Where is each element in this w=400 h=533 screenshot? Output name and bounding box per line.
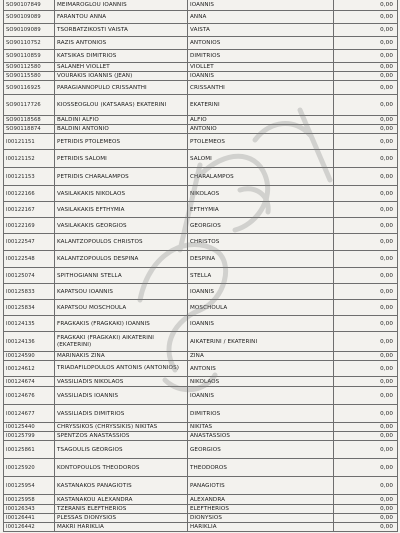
- record-id-cell: I00124674: [4, 377, 55, 387]
- amount-cell: 0,00: [334, 523, 398, 532]
- record-id-cell: I00124590: [4, 352, 55, 361]
- given-name-cell: VIOLLET: [188, 63, 334, 72]
- given-name-cell: EFTHYMIA: [188, 202, 334, 218]
- amount-cell: 0,00: [334, 251, 398, 268]
- table-row: [4, 332, 398, 352]
- record-id-cell: I00124135: [4, 316, 55, 332]
- amount-cell: 0,00: [334, 361, 398, 377]
- name-cell: TSAGOULIS GEORGIOS: [55, 441, 188, 459]
- given-name-cell: SALOMI: [188, 150, 334, 168]
- name-cell: MAKRI HARIKLIA: [55, 523, 188, 532]
- record-id-cell: I00124676: [4, 387, 55, 405]
- name-cell: TSORBATZIKOSTI VAISTA: [55, 24, 188, 37]
- given-name-cell: MOSCHOULA: [188, 300, 334, 316]
- record-id-cell: I00122167: [4, 202, 55, 218]
- record-id-cell: I00122548: [4, 251, 55, 268]
- amount-cell: 0,00: [334, 332, 398, 352]
- table-row: [4, 125, 398, 134]
- table-row: [4, 24, 398, 37]
- name-cell: TZERANIS ELEFTHERIOS: [55, 505, 188, 514]
- amount-cell: 0,00: [334, 459, 398, 477]
- name-cell: MARINAKIS ZINA: [55, 352, 188, 361]
- given-name-cell: ANNA: [188, 11, 334, 24]
- name-cell: KAPATSOU MOSCHOULA: [55, 300, 188, 316]
- amount-cell: 0,00: [334, 150, 398, 168]
- given-name-cell: ANASTASSIOS: [188, 432, 334, 441]
- table-row: [4, 186, 398, 202]
- amount-cell: 0,00: [334, 24, 398, 37]
- name-cell: KASTANAKOS PANAGIOTIS: [55, 477, 188, 495]
- record-id-cell: I00125833: [4, 284, 55, 300]
- amount-cell: 0,00: [334, 284, 398, 300]
- name-cell: FARANTOU ANNA: [55, 11, 188, 24]
- amount-cell: 0,00: [334, 37, 398, 50]
- name-cell: VASSILIADIS NIKOLAOS: [55, 377, 188, 387]
- record-id-cell: I00125954: [4, 477, 55, 495]
- given-name-cell: CHRISTOS: [188, 234, 334, 251]
- record-id-cell: SO90118874: [4, 125, 55, 134]
- table-row: [4, 352, 398, 361]
- table-row: [4, 505, 398, 514]
- given-name-cell: NIKITAS: [188, 423, 334, 432]
- table-row: [4, 218, 398, 234]
- table-row: [4, 387, 398, 405]
- record-id-cell: SO90115580: [4, 72, 55, 81]
- amount-cell: 0,00: [334, 134, 398, 150]
- given-name-cell: ALEXANDRA: [188, 495, 334, 505]
- given-name-cell: IOANNIS: [188, 284, 334, 300]
- table-row: [4, 377, 398, 387]
- name-cell: KAPATSOU IOANNIS: [55, 284, 188, 300]
- record-id-cell: I00125074: [4, 268, 55, 284]
- amount-cell: 0,00: [334, 505, 398, 514]
- table-row: [4, 150, 398, 168]
- amount-cell: 0,00: [334, 63, 398, 72]
- given-name-cell: DIMITRIOS: [188, 405, 334, 423]
- record-id-cell: I00126343: [4, 505, 55, 514]
- given-name-cell: STELLA: [188, 268, 334, 284]
- given-name-cell: ALFIO: [188, 116, 334, 125]
- amount-cell: 0,00: [334, 495, 398, 505]
- given-name-cell: PTOLEMEOS: [188, 134, 334, 150]
- given-name-cell: HARIKLIA: [188, 523, 334, 532]
- name-cell: CHRYSSIKOS (CHRYSSIKIS) NIKITAS: [55, 423, 188, 432]
- record-id-cell: SO90118568: [4, 116, 55, 125]
- name-cell: TRIADAFILOPOULOS ANTONIS (ANTONIOS): [55, 361, 188, 377]
- amount-cell: 0,00: [334, 0, 398, 11]
- amount-cell: 0,00: [334, 387, 398, 405]
- table-row: [4, 168, 398, 186]
- name-cell: PETRIDIS CHARALAMPOS: [55, 168, 188, 186]
- record-id-cell: I00121151: [4, 134, 55, 150]
- record-id-cell: I00121152: [4, 150, 55, 168]
- amount-cell: 0,00: [334, 300, 398, 316]
- name-cell: FRAGKAKI (FRAGKAKI) AIKATERINI (EKATERINI): [55, 332, 188, 352]
- given-name-cell: NIKOLAOS: [188, 186, 334, 202]
- table-row: [4, 37, 398, 50]
- name-cell: FRAGKAKIS (FRAGKAKI) IOANNIS: [55, 316, 188, 332]
- amount-cell: 0,00: [334, 116, 398, 125]
- name-cell: KIOSSEOGLOU (KATSARAS) EKATERINI: [55, 95, 188, 116]
- amount-cell: 0,00: [334, 95, 398, 116]
- table-row: [4, 63, 398, 72]
- records-table: [3, 0, 398, 532]
- record-id-cell: SO90107849: [4, 0, 55, 11]
- name-cell: RAZIS ANTONIOS: [55, 37, 188, 50]
- amount-cell: 0,00: [334, 218, 398, 234]
- table-row: [4, 316, 398, 332]
- table-row: [4, 0, 398, 11]
- given-name-cell: GEORGIOS: [188, 441, 334, 459]
- table-row: [4, 477, 398, 495]
- records-table-body: [4, 0, 398, 532]
- name-cell: VASSILIADIS DIMITRIOS: [55, 405, 188, 423]
- table-row: [4, 72, 398, 81]
- record-id-cell: I00122166: [4, 186, 55, 202]
- table-row: [4, 134, 398, 150]
- amount-cell: 0,00: [334, 432, 398, 441]
- name-cell: KALANTZOPOULOS CHRISTOS: [55, 234, 188, 251]
- given-name-cell: CHARALAMPOS: [188, 168, 334, 186]
- table-row: [4, 202, 398, 218]
- given-name-cell: DESPINA: [188, 251, 334, 268]
- table-row: [4, 81, 398, 95]
- record-id-cell: SO90117726: [4, 95, 55, 116]
- record-id-cell: SO90109089: [4, 11, 55, 24]
- given-name-cell: NIKOLAOS: [188, 377, 334, 387]
- record-id-cell: I00125920: [4, 459, 55, 477]
- name-cell: KATSIKAS DIMITRIOS: [55, 50, 188, 63]
- given-name-cell: ANTONIOS: [188, 37, 334, 50]
- record-id-cell: I00125861: [4, 441, 55, 459]
- name-cell: VASILAKAKIS GEORGIOS: [55, 218, 188, 234]
- table-row: [4, 514, 398, 523]
- given-name-cell: DIONYSIOS: [188, 514, 334, 523]
- amount-cell: 0,00: [334, 81, 398, 95]
- amount-cell: 0,00: [334, 405, 398, 423]
- record-id-cell: SO90116925: [4, 81, 55, 95]
- given-name-cell: DIMITRIOS: [188, 50, 334, 63]
- amount-cell: 0,00: [334, 234, 398, 251]
- amount-cell: 0,00: [334, 514, 398, 523]
- table-row: [4, 300, 398, 316]
- table-row: [4, 459, 398, 477]
- record-id-cell: I00121153: [4, 168, 55, 186]
- record-id-cell: I00126441: [4, 514, 55, 523]
- table-row: [4, 361, 398, 377]
- given-name-cell: IOANNIS: [188, 0, 334, 11]
- record-id-cell: SO90110752: [4, 37, 55, 50]
- table-row: [4, 495, 398, 505]
- amount-cell: 0,00: [334, 50, 398, 63]
- amount-cell: 0,00: [334, 268, 398, 284]
- name-cell: PETRIDIS PTOLEMEOS: [55, 134, 188, 150]
- record-id-cell: I00125958: [4, 495, 55, 505]
- amount-cell: 0,00: [334, 377, 398, 387]
- given-name-cell: VAISTA: [188, 24, 334, 37]
- name-cell: SALANEH VIOLLET: [55, 63, 188, 72]
- record-id-cell: I00124677: [4, 405, 55, 423]
- name-cell: SPENTZOS ANASTASSIOS: [55, 432, 188, 441]
- name-cell: VOURAKIS IOANNIS (JEAN): [55, 72, 188, 81]
- table-row: [4, 234, 398, 251]
- record-id-cell: I00124136: [4, 332, 55, 352]
- name-cell: KONTOPOULOS THEODOROS: [55, 459, 188, 477]
- given-name-cell: PANAGIOTIS: [188, 477, 334, 495]
- amount-cell: 0,00: [334, 202, 398, 218]
- name-cell: KALANTZOPOULOS DESPINA: [55, 251, 188, 268]
- given-name-cell: THEODOROS: [188, 459, 334, 477]
- given-name-cell: EKATERINI: [188, 95, 334, 116]
- amount-cell: 0,00: [334, 352, 398, 361]
- name-cell: BALDINI ANTONIO: [55, 125, 188, 134]
- name-cell: PETRIDIS SALOMI: [55, 150, 188, 168]
- given-name-cell: ZINA: [188, 352, 334, 361]
- given-name-cell: IOANNIS: [188, 387, 334, 405]
- amount-cell: 0,00: [334, 72, 398, 81]
- record-id-cell: I00125799: [4, 432, 55, 441]
- amount-cell: 0,00: [334, 316, 398, 332]
- record-id-cell: I00126442: [4, 523, 55, 532]
- given-name-cell: ELEFTHERIOS: [188, 505, 334, 514]
- table-row: [4, 441, 398, 459]
- table-row: [4, 95, 398, 116]
- amount-cell: 0,00: [334, 11, 398, 24]
- record-id-cell: I00122169: [4, 218, 55, 234]
- given-name-cell: AIKATERINI / EKATERINI: [188, 332, 334, 352]
- name-cell: VASILAKAKIS NIKOLAOS: [55, 186, 188, 202]
- record-id-cell: I00122547: [4, 234, 55, 251]
- name-cell: PLESSAS DIONYSIOS: [55, 514, 188, 523]
- given-name-cell: ANTONIO: [188, 125, 334, 134]
- table-row: [4, 405, 398, 423]
- name-cell: BALDINI ALFIO: [55, 116, 188, 125]
- record-id-cell: I00124612: [4, 361, 55, 377]
- name-cell: MEIMAROGLOU IOANNIS: [55, 0, 188, 11]
- table-row: [4, 50, 398, 63]
- record-id-cell: I00125440: [4, 423, 55, 432]
- table-row: [4, 116, 398, 125]
- given-name-cell: GEORGIOS: [188, 218, 334, 234]
- amount-cell: 0,00: [334, 423, 398, 432]
- amount-cell: 0,00: [334, 441, 398, 459]
- record-id-cell: SO90110859: [4, 50, 55, 63]
- name-cell: VASILAKAKIS EFTHYMIA: [55, 202, 188, 218]
- table-row: [4, 11, 398, 24]
- name-cell: VASSILIADIS IOANNIS: [55, 387, 188, 405]
- table-row: [4, 523, 398, 532]
- amount-cell: 0,00: [334, 186, 398, 202]
- table-row: [4, 268, 398, 284]
- table-row: [4, 432, 398, 441]
- table-row: [4, 284, 398, 300]
- record-id-cell: I00125834: [4, 300, 55, 316]
- name-cell: KASTANAKOU ALEXANDRA: [55, 495, 188, 505]
- given-name-cell: ANTONIS: [188, 361, 334, 377]
- given-name-cell: CRISSANTHI: [188, 81, 334, 95]
- record-id-cell: SO90109089: [4, 24, 55, 37]
- given-name-cell: IOANNIS: [188, 72, 334, 81]
- amount-cell: 0,00: [334, 477, 398, 495]
- name-cell: PARAGIANNOPULO CRISSANTHI: [55, 81, 188, 95]
- given-name-cell: IOANNIS: [188, 316, 334, 332]
- amount-cell: 0,00: [334, 125, 398, 134]
- record-id-cell: SO90112580: [4, 63, 55, 72]
- table-row: [4, 423, 398, 432]
- name-cell: SPITHOGIANNI STELLA: [55, 268, 188, 284]
- amount-cell: 0,00: [334, 168, 398, 186]
- table-row: [4, 251, 398, 268]
